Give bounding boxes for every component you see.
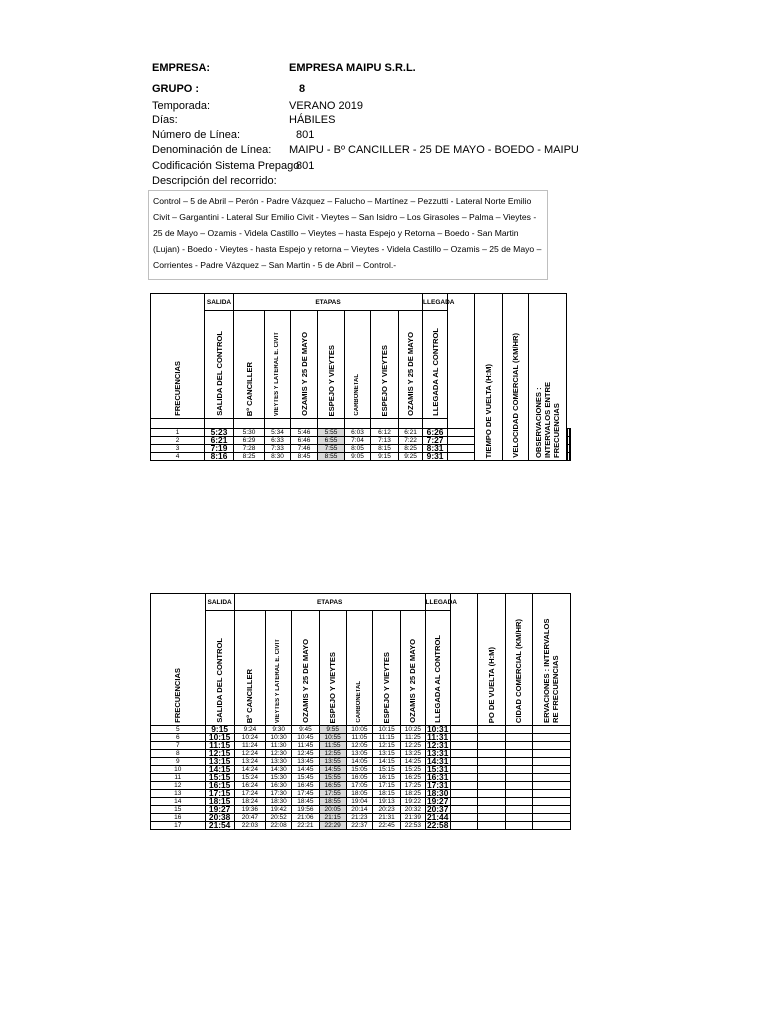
empty-cell (506, 734, 532, 742)
table-cell: 14:24 (234, 766, 265, 774)
table-cell: 13:15 (205, 758, 234, 766)
empty-cell (450, 774, 477, 782)
table-cell: 11:31 (425, 734, 450, 742)
empresa-value: EMPRESA MAIPU S.R.L. (289, 62, 416, 74)
table-cell: 18:45 (292, 798, 319, 806)
table-cell: 14:25 (401, 758, 425, 766)
denominacion-label: Denominación de Línea: (152, 144, 272, 156)
empty-cell (506, 726, 532, 734)
table-cell: 21:54 (205, 822, 234, 830)
table-cell: 20:38 (205, 814, 234, 822)
table-cell: 16:05 (346, 774, 372, 782)
table-cell: 12:30 (266, 750, 292, 758)
empty-cell (450, 814, 477, 822)
dias-label: Días: (152, 114, 178, 126)
table-cell: 21:06 (292, 814, 319, 822)
table-cell: 21:15 (319, 814, 346, 822)
header-canciller: Bº CANCILLER (234, 611, 265, 726)
table-cell: 16:25 (401, 774, 425, 782)
empty-cell (450, 766, 477, 774)
empty-cell (506, 742, 532, 750)
table-cell: 13:05 (346, 750, 372, 758)
table-cell: 17 (151, 822, 206, 830)
table-cell: 12:31 (426, 740, 449, 750)
table-cell: 15:15 (373, 766, 401, 774)
empty-cell (478, 798, 506, 806)
table-cell: 22:45 (373, 822, 401, 830)
header-tiempo-vuelta: TIEMPO DE VUELTA (H:M) (475, 294, 503, 461)
table-cell: 16:55 (319, 782, 346, 790)
table-cell: 14:15 (373, 758, 401, 766)
table-cell: 11:55 (319, 742, 346, 750)
table-cell: 13:15 (373, 750, 401, 758)
empty-cell (478, 822, 506, 830)
table-cell: 21:23 (346, 814, 372, 822)
table-cell: 11:25 (401, 734, 425, 742)
empty-cell (532, 726, 570, 734)
header-espejo-vieytes: ESPEJO Y VIEYTES (318, 311, 345, 419)
numero-linea-value: 801 (296, 129, 315, 141)
header-velocidad: CIDAD COMERCIAL (KM/HR) (506, 594, 532, 726)
table-cell: 22:08 (266, 822, 292, 830)
table-row: 4 8:16 8:25 8:30 8:45 8:55 9:05 9:15 9:25 9:31 (151, 453, 571, 461)
table-cell: 19:04 (346, 798, 372, 806)
empty-cell (532, 750, 570, 758)
table-cell: 16:15 (373, 774, 401, 782)
header-salida-control: SALIDA DEL CONTROL (205, 611, 234, 726)
table-cell: 20:14 (346, 806, 372, 814)
table-cell: 21:31 (373, 814, 401, 822)
table-cell: 13:30 (266, 758, 292, 766)
table-cell: 12:15 (373, 742, 401, 750)
table-cell: 8 (151, 750, 206, 758)
table-cell: 18:25 (401, 790, 425, 798)
header-observaciones: OBSERVACIONES : INTERVALOS ENTRE FRECUENCIAS (529, 294, 567, 461)
table-cell: 16:15 (205, 782, 234, 790)
table-cell: 22:03 (234, 822, 265, 830)
header-frecuencias: FRECUENCIAS (151, 294, 205, 419)
table-row: 2 6:21 6:29 6:33 6:46 6:55 7:04 7:13 7:22 7:27 (151, 437, 571, 445)
header-vieytes-lateral: VIEYTES Y LATERAL E. CIVIT (266, 611, 292, 726)
empresa-label: EMPRESA: (152, 62, 211, 74)
empty-cell (532, 822, 570, 830)
table-cell: 11:15 (373, 734, 401, 742)
empty-cell (506, 814, 532, 822)
table-cell: 19:56 (292, 806, 319, 814)
table-cell: 9:30 (266, 726, 292, 734)
table-row (151, 822, 571, 830)
table-cell: 14:45 (292, 766, 319, 774)
table-cell: 11 (151, 774, 206, 782)
blank-column (450, 594, 477, 726)
header-espejo-vieytes: ESPEJO Y VIEYTES (319, 611, 346, 726)
table-cell: 12:25 (401, 742, 425, 750)
blank-column (448, 294, 475, 429)
table-row: 3 7:19 7:28 7:33 7:46 7:55 8:05 8:15 8:25 8:31 (151, 445, 571, 453)
table-cell: 13:24 (234, 758, 265, 766)
empty-cell (450, 734, 477, 742)
empty-cell (569, 453, 570, 461)
table-cell: 11:15 (205, 742, 234, 750)
empty-cell (450, 758, 477, 766)
table-cell: 9:15 (205, 726, 234, 734)
table-cell: 11:45 (292, 742, 319, 750)
empty-cell (450, 822, 477, 830)
table-cell: 9:45 (292, 726, 319, 734)
table-cell: 16:31 (426, 772, 449, 782)
header-ozamis-25-2: OZAMIS Y 25 DE MAYO (401, 611, 425, 726)
table-cell: 10:45 (292, 734, 319, 742)
empty-cell (506, 822, 532, 830)
table-cell: 15:25 (401, 766, 425, 774)
table-cell: 11:24 (234, 742, 265, 750)
empty-cell (532, 766, 570, 774)
table-cell: 17:15 (205, 790, 234, 798)
empty-cell (450, 750, 477, 758)
empty-cell (478, 814, 506, 822)
table-cell: 5 (151, 726, 206, 734)
table-cell: 14 (151, 798, 206, 806)
table-cell: 13:31 (426, 748, 449, 758)
header-espejo-vieytes-2: ESPEJO Y VIEYTES (373, 611, 401, 726)
empty-cell (478, 726, 506, 734)
table-cell: 9 (151, 758, 206, 766)
table-cell: 10:15 (373, 726, 401, 734)
header-llegada-control: LLEGADA AL CONTROL (425, 611, 450, 726)
table-cell: 12 (151, 782, 206, 790)
empty-cell (532, 790, 570, 798)
table-cell: 10:55 (319, 734, 346, 742)
descripcion-label: Descripción del recorrido: (152, 175, 277, 187)
table-cell: 16:45 (292, 782, 319, 790)
table-cell: 10:25 (401, 726, 425, 734)
empty-cell (532, 798, 570, 806)
table-cell: 19:22 (401, 798, 425, 806)
table-cell: 15:15 (205, 774, 234, 782)
table-cell: 14:55 (319, 766, 346, 774)
grupo-value: 8 (299, 83, 306, 95)
header-tiempo-vuelta: PO DE VUELTA (H:M) (478, 594, 506, 726)
table-cell: 17:05 (346, 782, 372, 790)
header-llegada-control: LLEGADA AL CONTROL (423, 311, 448, 419)
table-cell: 20:37 (426, 804, 449, 814)
empty-cell (478, 750, 506, 758)
codificacion-value: 801 (296, 160, 315, 172)
empty-cell (450, 798, 477, 806)
empty-cell (532, 758, 570, 766)
empty-cell (450, 726, 477, 734)
header-espejo-vieytes-2: ESPEJO Y VIEYTES (371, 311, 399, 419)
table-cell: 15:05 (346, 766, 372, 774)
header-carbonetal: CARBONETAL (346, 611, 372, 726)
empty-cell (506, 782, 532, 790)
table-cell: 17:15 (373, 782, 401, 790)
table-cell: 11:30 (266, 742, 292, 750)
table-cell: 12:45 (292, 750, 319, 758)
empty-cell (506, 766, 532, 774)
table-cell: 10:30 (266, 734, 292, 742)
empty-cell (506, 790, 532, 798)
table-cell: 18:30 (426, 788, 449, 798)
table-cell: 20:52 (266, 814, 292, 822)
recorrido-description: Control – 5 de Abril – Perón - Padre Vázquez – Falucho – Martínez – Pezzutti - Lateral Norte Emilio Civit – Gargantini - Lateral Sur Emilio Civit - Vieytes – San Isidro – Los Girasoles – Palma – Vieytes - 25 de Mayo – Ozamis - Videla Castillo – Vieytes – hasta Espejo y Retorna – Boedo - San Martin (Lujan) - Boedo - Vieytes - hasta Espejo y retorna – Vieytes - Videla Castillo – Ozamis – 25 de Mayo – Corrientes - Padre Vázquez – San Martin - 5 de Abril – Control.- (148, 190, 548, 280)
table-cell: 10:24 (234, 734, 265, 742)
empty-cell (569, 445, 570, 453)
table-cell: 12:15 (205, 750, 234, 758)
schedule-table-1 (150, 293, 571, 461)
empty-cell (569, 429, 570, 437)
table-cell: 10 (151, 766, 206, 774)
header-llegada: LLEGADA (425, 594, 450, 611)
header-velocidad: VELOCIDAD COMERCIAL (KM/HR) (503, 294, 529, 461)
table-cell: 22:58 (426, 820, 449, 830)
empty-cell (532, 774, 570, 782)
empty-cell (478, 734, 506, 742)
table-cell: 9:55 (319, 726, 346, 734)
empty-cell (506, 758, 532, 766)
table-cell: 18:15 (205, 798, 234, 806)
table-cell: 14:15 (205, 766, 234, 774)
table-cell: 15:31 (426, 764, 449, 774)
table-cell: 17:45 (292, 790, 319, 798)
empty-cell (450, 782, 477, 790)
empty-cell (569, 437, 570, 445)
header-ozamis-25-2: OZAMIS Y 25 DE MAYO (399, 311, 423, 419)
table-cell: 15:55 (319, 774, 346, 782)
table-cell: 10:05 (346, 726, 372, 734)
table-cell: 19:27 (205, 806, 234, 814)
table-cell: 13:45 (292, 758, 319, 766)
empty-cell (478, 790, 506, 798)
table-cell: 9:24 (234, 726, 265, 734)
table-cell: 20:32 (401, 806, 425, 814)
header-ozamis-25: OZAMIS Y 25 DE MAYO (292, 611, 319, 726)
table-cell: 21:39 (401, 814, 425, 822)
temporada-value: VERANO 2019 (289, 100, 363, 112)
denominacion-value: MAIPU - Bº CANCILLER - 25 DE MAYO - BOEDO - MAIPU (289, 144, 579, 156)
table-cell: 21:44 (426, 812, 449, 822)
empty-cell (478, 806, 506, 814)
numero-linea-label: Número de Línea: (152, 129, 241, 141)
header-carbonetal: CARBONETAL (345, 311, 371, 419)
table-cell: 15 (151, 806, 206, 814)
empty-cell (478, 766, 506, 774)
table-cell: 18:30 (266, 798, 292, 806)
empty-cell (506, 750, 532, 758)
table-cell: 14:05 (346, 758, 372, 766)
table-cell: 14:30 (266, 766, 292, 774)
table-cell: 16:30 (266, 782, 292, 790)
table-cell: 15:30 (266, 774, 292, 782)
table-cell: 17:25 (401, 782, 425, 790)
table-cell: 15:45 (292, 774, 319, 782)
header-etapas: ETAPAS (234, 294, 423, 311)
header-llegada: LLEGADA (423, 294, 448, 311)
table-cell: 12:05 (346, 742, 372, 750)
empty-cell (532, 742, 570, 750)
empty-cell (532, 806, 570, 814)
table-cell: 22:21 (292, 822, 319, 830)
table-cell: 14:31 (426, 756, 449, 766)
table-row: 1 5:23 5:30 5:34 5:46 5:55 6:03 6:12 6:21 6:26 (151, 429, 571, 437)
table-cell: 10:15 (205, 734, 234, 742)
empty-cell (532, 782, 570, 790)
empty-cell (478, 774, 506, 782)
table-cell: 20:23 (373, 806, 401, 814)
table-cell: 13:25 (401, 750, 425, 758)
header-frecuencias: FRECUENCIAS (151, 594, 206, 726)
empty-cell (506, 798, 532, 806)
table-cell: 19:13 (373, 798, 401, 806)
table-cell: 19:42 (266, 806, 292, 814)
header-salida: SALIDA (205, 294, 234, 311)
table-cell: 13 (151, 790, 206, 798)
empty-cell (478, 782, 506, 790)
table-cell: 16:24 (234, 782, 265, 790)
header-observaciones: ERVACIONES : INTERVALOS RE FRECUENCIAS (532, 594, 570, 726)
table-cell: 22:37 (346, 822, 372, 830)
empty-cell (532, 734, 570, 742)
header-salida-control: SALIDA DEL CONTROL (205, 311, 234, 419)
table-cell: 13:55 (319, 758, 346, 766)
grupo-label: GRUPO : (152, 83, 200, 95)
table-cell: 17:30 (266, 790, 292, 798)
empty-cell (506, 774, 532, 782)
table-cell: 17:55 (319, 790, 346, 798)
table-cell: 17:31 (426, 780, 449, 790)
empty-cell (532, 814, 570, 822)
schedule-table-2 (150, 593, 571, 830)
codificacion-label: Codificación Sistema Prepago (152, 160, 300, 172)
header-etapas: ETAPAS (234, 594, 425, 611)
table-cell: 12:24 (234, 750, 265, 758)
table-cell: 19:36 (234, 806, 265, 814)
table-cell: 7 (151, 742, 206, 750)
table-cell: 22:29 (319, 822, 346, 830)
empty-cell (478, 758, 506, 766)
dias-value: HÁBILES (289, 114, 336, 126)
table-cell: 17:24 (234, 790, 265, 798)
empty-cell (506, 806, 532, 814)
table-cell: 12:55 (319, 750, 346, 758)
table-cell: 18:24 (234, 798, 265, 806)
table-cell: 20:47 (234, 814, 265, 822)
table-cell: 20:05 (319, 806, 346, 814)
header-vieytes-lateral: VIEYTES Y LATERAL E. CIVIT (265, 311, 291, 419)
header-ozamis-25: OZAMIS Y 25 DE MAYO (291, 311, 318, 419)
empty-cell (450, 806, 477, 814)
temporada-label: Temporada: (152, 100, 211, 112)
table-cell: 18:05 (346, 790, 372, 798)
empty-cell (450, 790, 477, 798)
table-cell: 18:15 (373, 790, 401, 798)
header-salida: SALIDA (205, 594, 234, 611)
table-cell: 19:27 (426, 796, 449, 806)
table-cell: 10:31 (426, 724, 449, 734)
table-cell: 11:05 (346, 734, 372, 742)
table-cell: 22:53 (401, 822, 425, 830)
empty-cell (450, 742, 477, 750)
table-cell: 15:24 (234, 774, 265, 782)
table-cell: 18:55 (319, 798, 346, 806)
table-cell: 16 (151, 814, 206, 822)
header-canciller: Bº CANCILLER (234, 311, 265, 419)
empty-cell (478, 742, 506, 750)
table-cell: 6 (151, 734, 206, 742)
